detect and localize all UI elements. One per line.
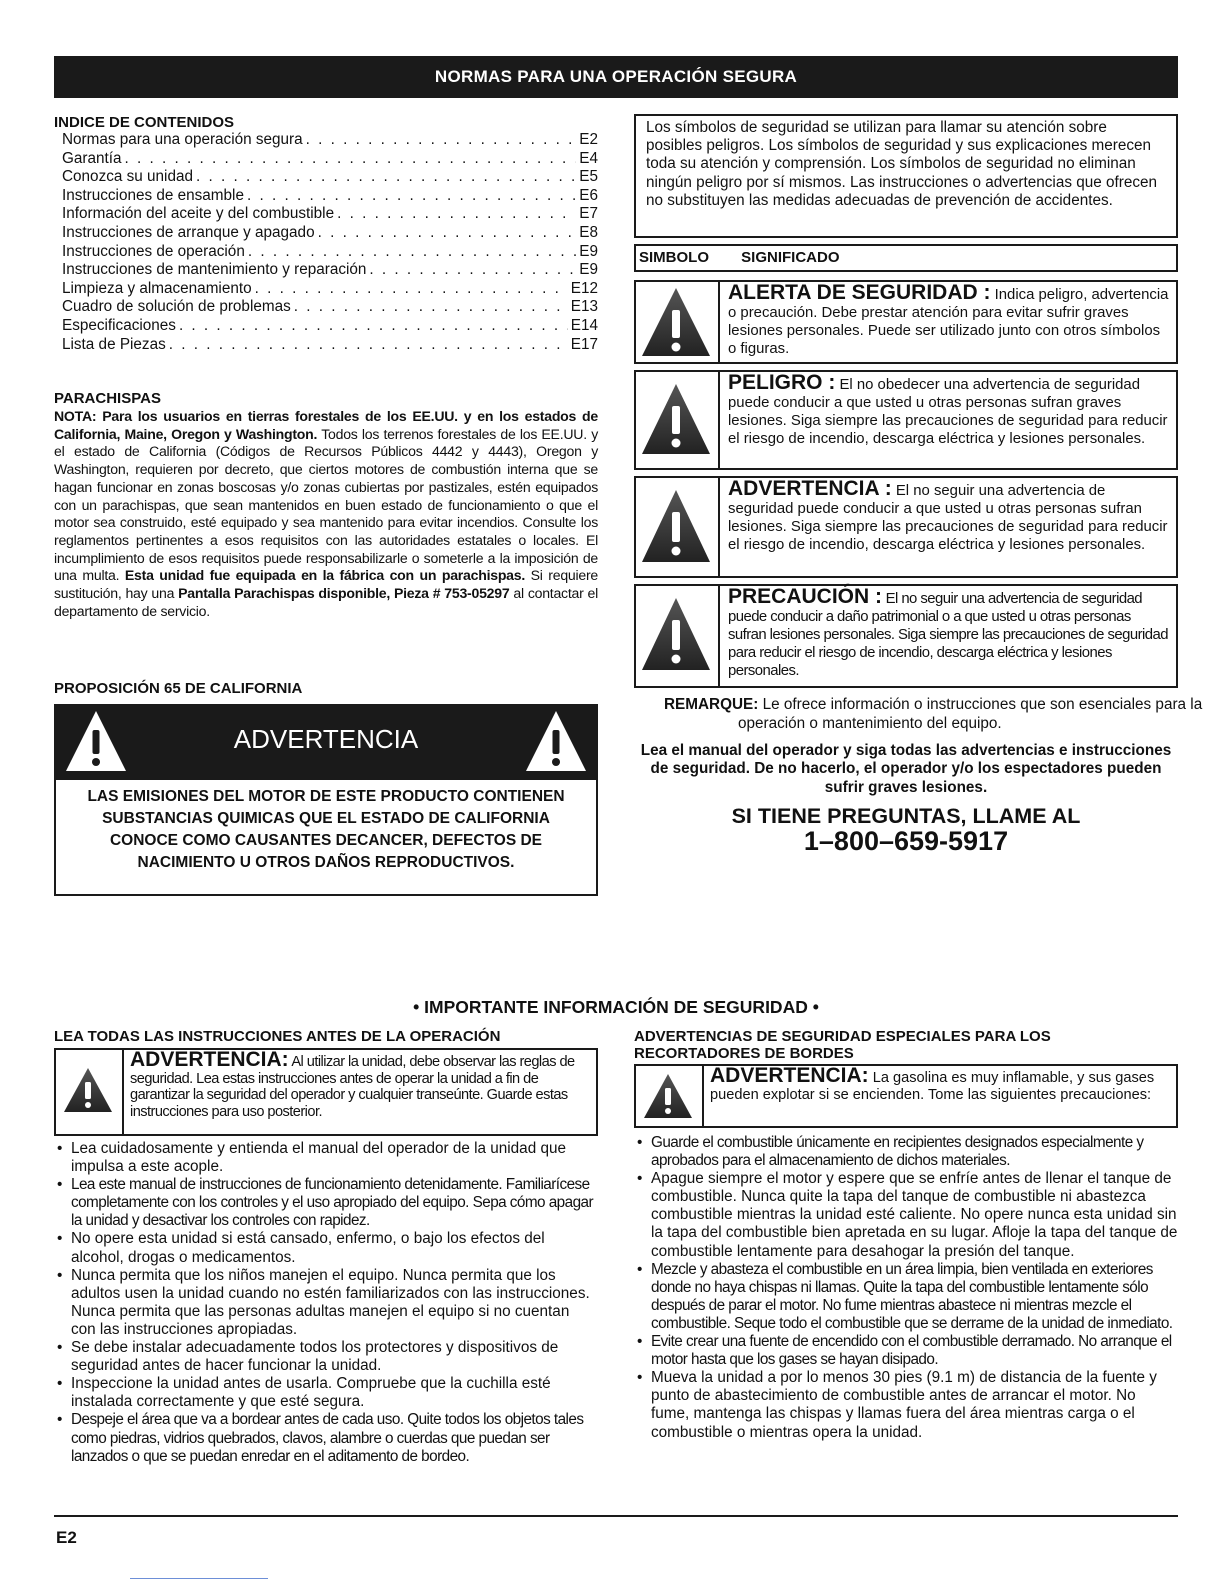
toc-entry <box>54 224 598 243</box>
phone-number: 1–800–659-5917 <box>803 826 1009 856</box>
symbol-title: ALERTA DE SEGURIDAD : <box>728 281 991 304</box>
symbols-intro: Los símbolos de seguridad se utilizan para llamar su atención sobre posibles peligros. Los símbolos de seguridad y sus explicaciones merecen toda su atención y comprensión. Los símbolos de seguridad no eliminan ningún peligro por sí mismos. Las instrucciones o advertencias que ofrecen no substituyen las medidas adecuadas de prevención de accidentes. <box>634 114 1178 238</box>
remarque-label: REMARQUE: <box>664 696 759 713</box>
bullet-item: • Nunca permita que los niños manejen el equipo. Nunca permita que los adultos usen la unidad cuando no estén familiarizados con las instrucciones. Nunca permita que las personas adultas manejen el equipo si no cuentan con las instrucciones apropiadas. <box>54 1267 598 1339</box>
toc-leader <box>318 224 577 243</box>
toc-entry <box>54 243 598 262</box>
symbol-title: ADVERTENCIA : <box>728 477 892 500</box>
toc-entry <box>54 131 598 150</box>
toc-entry-page: E5 <box>579 168 598 186</box>
toc-entry-page: E8 <box>579 223 598 241</box>
left-warning-box <box>54 1048 598 1136</box>
read-instructions-title: LEA TODAS LAS INSTRUCCIONES ANTES DE LA OPERACIÓN <box>54 1028 501 1045</box>
part-number: Pantalla Parachispas disponible, Pieza # 753-05297 <box>178 585 510 602</box>
toc-entry-page: E12 <box>570 279 598 297</box>
special-warnings-title: ADVERTENCIAS DE SEGURIDAD ESPECIALES PARA LOS RECORTADORES DE BORDES <box>634 1028 1051 1062</box>
toc-entry-label: Conozca su unidad <box>62 168 193 186</box>
section-banner: NORMAS PARA UNA OPERACIÓN SEGURA <box>54 56 1178 98</box>
toc-leader <box>255 280 568 299</box>
bullet-item: • No opere esta unidad si está cansado, enfermo, o bajo los efectos del alcohol, drogas o medicamentos. <box>54 1230 598 1266</box>
contact-text: al contactar el departamento de servicio. <box>54 585 598 619</box>
bullet-item: • Apague siempre el motor y espere que se enfríe antes de llenar el tanque de combustible. Nunca quite la tapa del tanque de combustible ni abastezca combustible mientras la unidad esté caliente. No opere nunca esta unidad sin la tapa del combustible bien apretada en su lugar. Afloje la tapa del tanque de combustible lentamente para desahogar la presión del tanque. <box>634 1170 1178 1260</box>
safety-alert-icon <box>636 282 720 362</box>
toc-leader <box>179 317 568 336</box>
warning-title: ADVERTENCIA: <box>130 1048 289 1071</box>
toc-entry <box>54 205 598 224</box>
footer-divider <box>54 1515 1178 1517</box>
toc-entry-label: Instrucciones de ensamble <box>62 186 244 204</box>
warning-icon <box>56 1050 124 1134</box>
toc-entry-label: Limpieza y almacenamiento <box>62 279 252 297</box>
spark-arrestor-title: PARACHISPAS <box>54 390 161 407</box>
questions-call: SI TIENE PREGUNTAS, LLAME AL <box>731 804 1081 828</box>
toc-title: INDICE DE CONTENIDOS <box>54 114 235 131</box>
toc-entry-label: Instrucciones de arranque y apagado <box>62 223 315 241</box>
read-manual-notice: Lea el manual del operador y siga todas las advertencias e instrucciones de seguridad. De no hacerlo, el operador y/o los espectadores pueden sufrir graves lesiones. <box>640 742 1172 796</box>
toc-list <box>54 131 598 354</box>
prop65-title: PROPOSICIÓN 65 DE CALIFORNIA <box>54 680 303 697</box>
remarque-text: Le ofrece información o instrucciones que son esenciales para la operación o mantenimiento del equipo. <box>738 696 1203 732</box>
symbol-title: PELIGRO : <box>728 371 836 394</box>
table-of-contents <box>54 114 598 354</box>
toc-entry-label: Lista de Piezas <box>62 335 166 353</box>
warning-title: ADVERTENCIA: <box>710 1064 869 1087</box>
nota-text: Todos los terrenos forestales de los EE.UU. y el estado de California (Códigos de Recursos Públicos 4442 y 4443), Oregon y Washington, requieren por decreto, que ciertos motores de combustión interna que se hagan funcionar en zonas boscosas y/o zonas cubiertas por pastizales, estén equipados con un parachispas, que sean mantenidos en buen estado de funcionamiento o que el motor sea construido, esté equipado y sea mantenido para evitar incendios. Consulte los reglamentos pertinentes a esos requisitos con las autoridades estatales o locales. El incumplimiento de esos requisitos puede responsabilizarle o someterle a la imposición de una multa. <box>54 425 598 584</box>
right-bullet-list <box>634 1134 1178 1442</box>
spark-arrestor-section <box>54 390 598 620</box>
bullet-item: • Se debe instalar adecuadamente todos los protectores y dispositivos de seguridad antes de hacer funcionar la unidad. <box>54 1339 598 1375</box>
toc-entry-label: Cuadro de solución de problemas <box>62 298 291 316</box>
col-symbol: SIMBOLO <box>639 249 709 266</box>
symbol-row <box>634 476 1178 578</box>
toc-entry-label: Información del aceite y del combustible <box>62 205 335 223</box>
toc-leader <box>369 261 576 280</box>
symbol-row <box>634 370 1178 470</box>
prop65-warning-text: LAS EMISIONES DEL MOTOR DE ESTE PRODUCTO CONTIENEN SUBSTANCIAS QUIMICAS QUE EL ESTADO DE CALIFORNIA CONOCE COMO CAUSANTES DECANCER, DEFECTOS DE NACIMIENTO U OTROS DAÑOS REPRODUCTIVOS. <box>87 788 565 871</box>
symbol-row <box>634 584 1178 688</box>
toc-entry-label: Normas para una operación segura <box>62 131 303 148</box>
col-meaning: SIGNIFICADO <box>741 249 840 266</box>
toc-leader <box>248 243 576 262</box>
symbols-table-header <box>634 244 1178 272</box>
symbol-row <box>634 280 1178 364</box>
bullet-item: • Mezcle y abasteza el combustible en un área limpia, bien ventilada en exteriores donde no haya chispas ni llamas. Quite la tapa del combustible lentamente sólo después de parar el motor. No fume mientras abastece ni mientras mezcle el combustible. Seque todo el combustible que se derrame de la unidad de inmediato. <box>634 1261 1178 1333</box>
toc-entry <box>54 317 598 336</box>
bullet-item: • Lea cuidadosamente y entienda el manual del operador de la unidad que impulsa a este acople. <box>54 1140 598 1176</box>
bullet-item: • Mueva la unidad a por lo menos 30 pies (9.1 m) de distancia de la fuente y punto de abastecimiento de combustible antes de arrancar el motor. No fume, mantenga las chispas y llamas fuera del área mientras carga o el combustible o mientras opera la unidad. <box>634 1369 1178 1441</box>
nota-bold: NOTA: Para los usuarios en tierras forestales de los EE.UU. y en los estados de California, Maine, Oregon y Washington. <box>54 408 598 442</box>
toc-entry <box>54 168 598 187</box>
important-safety-heading: • IMPORTANTE INFORMACIÓN DE SEGURIDAD • <box>413 997 819 1017</box>
factory-equipped: Esta unidad fue equipada en la fábrica con un parachispas. <box>124 567 526 584</box>
toc-leader <box>169 336 568 355</box>
symbol-text: El no obedecer una advertencia de seguridad puede conducir a que usted u otras personas sufran graves lesiones. Siga siempre las precauciones de seguridad para reducir el riesgo de incendio, descarga eléctrica y lesiones personales. <box>728 377 1168 448</box>
toc-entry-label: Instrucciones de operación <box>62 242 245 260</box>
replacement-text: Si requiere sustitución, hay una <box>54 567 599 602</box>
toc-entry-page: E6 <box>579 186 598 204</box>
toc-entry <box>54 298 598 317</box>
bullet-item: • Guarde el combustible únicamente en recipientes designados especialmente y aprobados para el almacenamiento de dichos materiales. <box>634 1134 1178 1170</box>
prop65-warning-box <box>54 704 598 896</box>
bullet-item: • Evite crear una fuente de encendido con el combustible derramado. No arranque el motor hasta que los gases se hayan disipado. <box>634 1333 1178 1369</box>
symbol-text: El no seguir una advertencia de seguridad puede conducir a daño patrimonial o a que usted u otras personas sufran lesiones personales. Siga siempre las precauciones de seguridad para reducir el riesgo de incendio, descarga eléctrica y lesiones personales. <box>728 591 1168 680</box>
toc-entry <box>54 280 598 299</box>
toc-entry-label: Garantía <box>62 149 122 167</box>
warning-label: ADVERTENCIA <box>233 724 419 754</box>
spark-arrestor-text <box>54 408 598 620</box>
left-bullet-list <box>54 1140 598 1466</box>
blue-divider <box>130 1578 268 1579</box>
toc-leader <box>196 168 576 187</box>
warning-icon <box>636 478 720 576</box>
symbol-text: El no seguir una advertencia de seguridad puede conducir a que usted u otras personas sufran lesiones. Siga siempre las precauciones de seguridad para reducir el riesgo de incendio, descarga eléctrica y lesiones personales. <box>728 483 1168 554</box>
toc-leader <box>125 150 577 169</box>
symbol-text: Indica peligro, advertencia o precaución. Debe prestar atención para evitar sufrir graves lesiones personales. Puede ser utilizado junto con otros símbolos o figuras. <box>728 287 1169 358</box>
prop65-warning-header <box>56 706 596 780</box>
caution-icon <box>636 586 720 686</box>
warning-text: La gasolina es muy inflamable, y sus gases pueden explotar si se encienden. Tome las siguientes precauciones: <box>710 1070 1155 1103</box>
toc-leader <box>337 205 576 224</box>
danger-icon <box>636 372 720 468</box>
toc-entry-page: E17 <box>570 335 598 353</box>
bullet-item: • Inspeccione la unidad antes de usarla. Compruebe que la cuchilla esté instalada correctamente y que esté segura. <box>54 1375 598 1411</box>
toc-entry-page: E13 <box>570 298 598 316</box>
toc-leader <box>247 187 576 206</box>
toc-entry-page: E9 <box>579 242 598 260</box>
warning-triangle-icon <box>524 708 588 774</box>
remarque-note <box>648 696 1224 733</box>
symbol-title: PRECAUCIÓN : <box>728 585 883 608</box>
bullet-item: • Despeje el área que va a bordear antes de cada uso. Quite todos los objetos tales como piedras, vidrios quebrados, clavos, alambre o cuerdas que puedan ser lanzados o que se puedan enredar en el aditamento de bordeo. <box>54 1411 598 1465</box>
warning-text: Al utilizar la unidad, debe observar las reglas de seguridad. Lea estas instrucciones antes de operar la unidad a fin de garantizar la seguridad del operador y cualquier transeúnte. Guarde estas instrucciones para uso posterior. <box>130 1054 575 1120</box>
toc-entry-page: E4 <box>579 149 598 167</box>
toc-entry-page: E7 <box>579 205 598 223</box>
toc-entry <box>54 150 598 169</box>
toc-entry-label: Especificaciones <box>62 316 176 334</box>
toc-entry-page: E2 <box>579 131 598 148</box>
page-number: E2 <box>56 1528 77 1547</box>
toc-entry <box>54 261 598 280</box>
toc-entry-page: E14 <box>570 316 598 334</box>
toc-entry <box>54 336 598 355</box>
warning-icon <box>636 1066 704 1126</box>
toc-entry-label: Instrucciones de mantenimiento y reparación <box>62 261 367 279</box>
toc-leader <box>294 298 568 317</box>
toc-leader <box>306 131 577 150</box>
toc-entry-page: E9 <box>579 261 598 279</box>
right-warning-box <box>634 1064 1178 1128</box>
bullet-item: • Lea este manual de instrucciones de funcionamiento detenidamente. Familiarícese completamente con los controles y el uso apropiado del equipo. Sepa cómo apagar la unidad y desactivar los controles con rapidez. <box>54 1176 598 1230</box>
toc-entry <box>54 187 598 206</box>
